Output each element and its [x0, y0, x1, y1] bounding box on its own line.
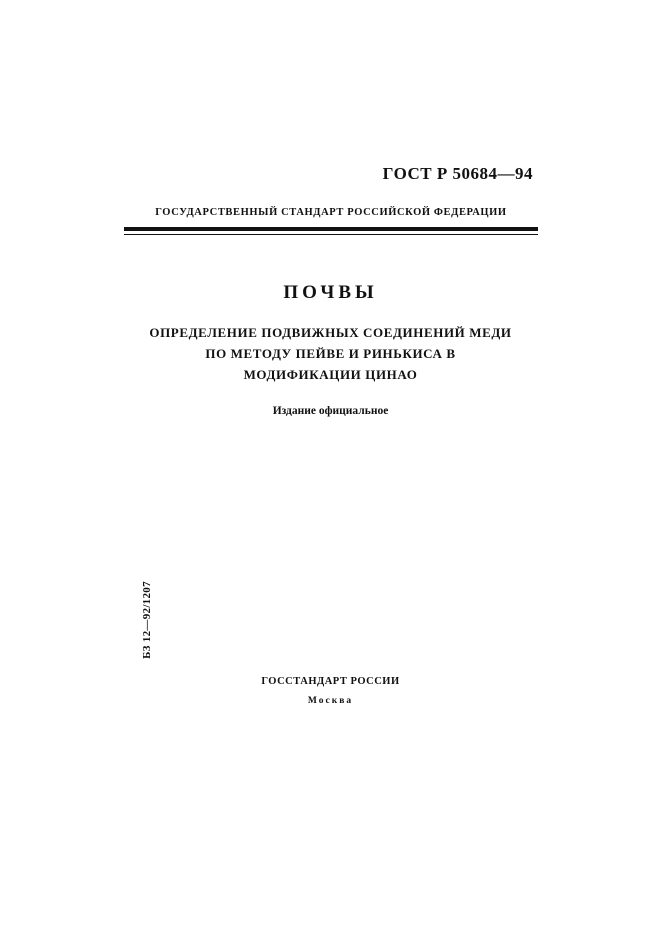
- header-rule-thick: [124, 227, 538, 231]
- subtitle-line: МОДИФИКАЦИИ ЦИНАО: [243, 367, 418, 382]
- publisher: ГОССТАНДАРТ РОССИИ: [261, 676, 400, 687]
- subtitle-line: ПО МЕТОДУ ПЕЙВЕ И РИНЬКИСА В: [205, 346, 456, 361]
- gost-number: ГОСТ Р 50684—94: [382, 164, 533, 183]
- publication-city: Москва: [307, 696, 354, 706]
- document-title: ПОЧВЫ: [283, 282, 378, 303]
- state-standard-heading: ГОСУДАРСТВЕННЫЙ СТАНДАРТ РОССИЙСКОЙ ФЕДЕРАЦИИ: [155, 207, 507, 218]
- document-subtitle: [0, 322, 661, 385]
- header-rule-thin: [124, 234, 538, 235]
- side-registration-code: БЗ 12—92/1207: [141, 581, 153, 659]
- subtitle-line: ОПРЕДЕЛЕНИЕ ПОДВИЖНЫХ СОЕДИНЕНИЙ МЕДИ: [149, 325, 512, 340]
- edition-note: Издание официальное: [272, 405, 389, 417]
